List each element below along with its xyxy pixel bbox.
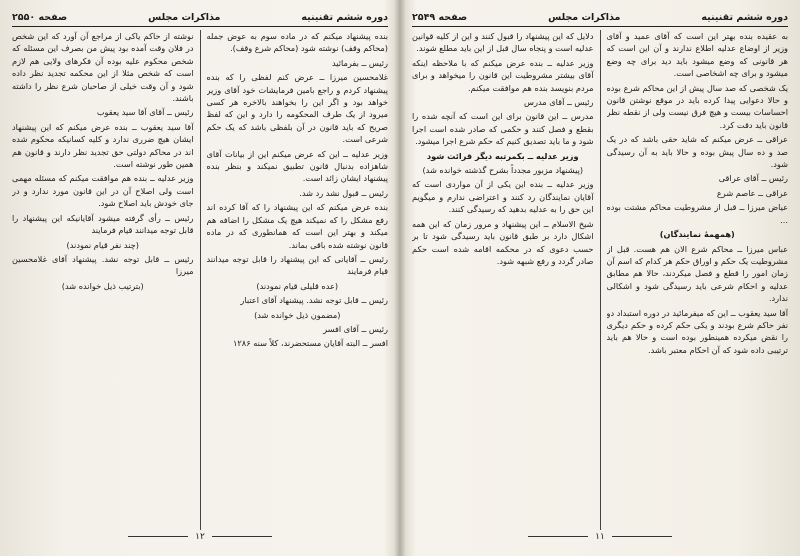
footer-rule — [528, 536, 588, 537]
paragraph: رئیس ــ قبول نشد رد شد. — [299, 187, 388, 198]
paragraph: یک شخصی که صد سال پیش از این محاکم شرع بوده و حالا دعوایی پیدا کرده باید در موقع نوشتن قانون احساسات بیست و هیچ فرق نیست ولی از نقطه نظر قانون باید دقت کرد. — [606, 82, 788, 130]
right-page — [408, 6, 792, 546]
paragraph: وزیر عدلیه ــ بنده عرض میکنم که با ملاحظه اینکه آقای بیشتر مشروطیت این قانون را میخواهد و برای مردم بنویسد بنده هم موافقت میکنم. — [412, 57, 594, 93]
paragraph: عباس میرزا ــ محاکم شرع الان هم هست. قبل از مشروطیت یک حکم و اوراق حکم هر کدام که اسم آن زمان امور را قطع و فصل میکردند، حالا هم مطابق عدلیه و احکام شرعی باید رسیدگی شود و اشکالی ندارد. — [606, 243, 788, 304]
paragraph: شیخ الاسلام ــ این پیشنهاد و مرور زمان که این همه اشکال دارد بر طبق قانون باید رسیدگی شود تا بر حسب دعوی که در محکمه اقامه شده است حکم صادر گردد و رفع شبهه شود. — [412, 218, 594, 266]
paragraph: مدرس ــ این قانون برای این است که آنچه شده را بقطع و فصل کنند و حکمی که صادر شده است اجرا شود و ما باید تصدیق کنیم که حکم شرع اجرا میشود. — [412, 111, 594, 147]
paragraph: نوشته از حاکم یاکی از مراجع آن آورد که این شخص در فلان وقت آمده بود پیش من بصرف این مسئله که شخص محکوم علیه بوده آن فکرهای ولایی هم لازم است که شخص مثلا از این محکمه تجدید نظر داده شود و آن وقت خیلی از صاحبان شرع نظر را داشته باشند. — [12, 31, 194, 104]
paragraph: بنده پیشنهاد میکنم که در ماده سوم به عوض جمله (محاکم وقف) نوشته شود (محاکم شرع وقف). — [206, 31, 388, 54]
paragraph: رئیس ــ قابل توجه نشد. پیشنهاد آقای غلامحسین میرزا — [12, 253, 194, 277]
paragraph: بنده عرض میکنم که این پیشنهاد را که آقا کرده اند رفع مشکل را که نمیکند هیچ یک مشکل را اضافه هم میکند و بهتر این است که همانطوری که در ماده قانون نوشته شده باقی بماند. — [206, 202, 388, 250]
paragraph: رئیس ــ رأی گرفته میشود آقایانیکه این پیشنهاد را قابل توجه میدانند قیام فرمایند — [12, 212, 194, 236]
left-page-number: صفحه ۲۵۵۰ — [12, 11, 68, 23]
paragraph: وزیر عدلیه ــ بنده هم موافقت میکنم که مسئله مهمی است ولی اصلاح آن در این قانون مورد ندارد و در جای خودش باید اصلاح شود. — [12, 173, 194, 209]
left-page-header — [12, 8, 388, 27]
paragraph: رئیس ــ آقای مدرس — [524, 97, 594, 108]
paragraph: آقا سید یعقوب ــ بنده عرض میکنم که این پیشنهاد ایشان هیچ ضرری ندارد و کلیه کسانیکه محکوم شده اند در محاکم دولتی حق تجدید نظر دارند و قانون هم همین طور نوشته است. — [12, 121, 194, 170]
paragraph: وزیر عدلیه ــ بنده این یکی از آن مواردی است که آقایان نمایندگان رد کنند و اعتراضی ندارم و میگویم این حق را به عدلیه بدهید که رسیدگی کنند. — [412, 179, 594, 215]
left-page-columns — [12, 30, 388, 530]
paragraph: رئیس ــ بفرمائید — [331, 57, 388, 68]
right-page-title: مذاكرات مجلس — [548, 11, 621, 23]
footer-rule — [128, 536, 188, 537]
right-page-column-2 — [412, 30, 594, 530]
paragraph: آقا سید یعقوب ــ این که میفرمائید در دوره استبداد دو نفر حاکم شرع بودند و یکی حکم کرده و حکم دیگری را نقض میکرده همینطور بوده است و حالا هم باید ترتیبی داده شود که آن احکام معتبر باشد. — [606, 307, 788, 355]
right-page-columns — [412, 30, 788, 530]
paragraph: (پیشنهاد مزبور مجدداً بشرح گذشته خوانده شد) — [422, 165, 584, 176]
paragraph: (بترتیب ذیل خوانده شد) — [61, 280, 144, 291]
paragraph: (چند نفر قیام نمودند) — [66, 239, 139, 250]
left-page-title: مذاكرات مجلس — [148, 11, 221, 23]
paragraph: رئیس ــ آقای آقا سید یعقوب — [96, 107, 194, 118]
paragraph: به عقیده بنده بهتر این است که آقای عمید و آقای وزیر از اوضاع عدلیه اطلاع ندارند و آن این است که هر قانونی که وضع میشود باید دید برای چه وضع میشود و برای چه اشخاصی است. — [606, 31, 788, 79]
paragraph: (همهمهٔ نمایندگان) — [659, 229, 735, 240]
book-gutter — [394, 0, 406, 556]
right-page-column-1 — [607, 30, 789, 530]
right-page-header — [412, 8, 788, 27]
paragraph: عراقی ــ عاصم شرع — [716, 187, 788, 198]
paragraph: دلایل که این پیشنهاد را قبول کنند و این از کلیه قوانین عدلیه است و پنجاه سال قبل از این باید مطلع شوند. — [412, 31, 594, 54]
paragraph: رئیس ــ آقایانی که این پیشنهاد را قابل توجه میدانند قیام فرمایند — [206, 253, 388, 277]
paragraph: (عده قلیلی قیام نمودند) — [256, 280, 339, 291]
right-journal-name: دوره ششم تقنينيه — [701, 11, 788, 23]
footer-rule — [212, 536, 272, 537]
left-page-column-2 — [12, 30, 194, 530]
left-page-column-1 — [207, 30, 389, 530]
right-footer-number: ۱۱ — [595, 532, 605, 542]
paragraph: وزیر عدلیه ــ بکمرتبه دیگر قرائت شود — [426, 150, 579, 161]
left-footer-number: ۱۲ — [195, 532, 205, 542]
paragraph: رئیس ــ آقای افسر — [323, 323, 388, 334]
column-divider — [600, 30, 601, 530]
footer-rule — [612, 536, 672, 537]
left-page-footer — [8, 532, 392, 546]
left-journal-name: دوره ششم تقنينيه — [301, 11, 388, 23]
paragraph: عراقی ــ عرض میکنم که شاید حقی باشد که در یک صد و ده سال پیش بوده و حالا باید به آن رسیدگی شود. — [606, 134, 788, 170]
paragraph: وزیر عدلیه ــ این که عرض میکنم این از بیانات آقای شاهزاده بدنبال قانون تطبیق نمیکند و بنظر بنده پیشنهاد ایشان زائد است. — [206, 148, 388, 184]
paragraph: رئیس ــ آقای عراقی — [718, 173, 788, 184]
paragraph: (مضمون ذیل خوانده شد) — [254, 309, 341, 320]
left-page — [8, 6, 392, 546]
column-divider — [200, 30, 201, 530]
paragraph: غلامحسین میرزا ــ عرض کنم لفظی را که بنده پیشنهاد کردم و راجع بامین فرمایشات خود آقای وزیر خواهد بود و اگر این را بخواهند بالاخره هر کسی میرود از یک طرف المحکومه را دارد و این که لفظ صریح که باید قانون در آن بلفظی باشد که یک حکم شرعی است. — [206, 72, 388, 145]
paragraph: افسر ــ البته آقایان مستحضرند، کلاً سنه ۱۲۸۶ — [233, 338, 388, 349]
right-page-number: صفحه ۲۵۴۹ — [412, 11, 468, 23]
right-page-footer — [408, 532, 792, 546]
paragraph: عیاض میرزا ــ قبل از مشروطیت محاکم مشتت بوده ... — [606, 202, 788, 225]
paragraph: رئیس ــ قابل توجه نشد. پیشنهاد آقای اعتبار — [240, 295, 388, 306]
